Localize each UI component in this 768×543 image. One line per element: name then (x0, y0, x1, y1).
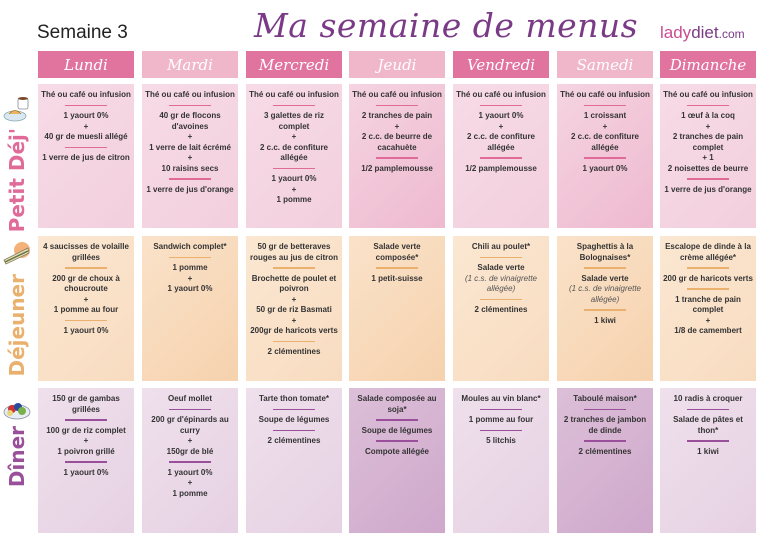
row-label-text: Dîner (5, 426, 29, 488)
sandwich-icon (2, 240, 32, 270)
menu-item: 2 tranches de pain (361, 111, 433, 120)
menu-item: 10 radis à croquer (673, 394, 743, 403)
separator (584, 409, 626, 411)
menu-item: 2 tranches de pain complet (672, 132, 744, 152)
separator (687, 178, 729, 180)
menu-item: Thé ou café ou infusion (663, 90, 753, 99)
menu-item: + 1 (702, 153, 714, 162)
menu-cell-dinner-dimanche (660, 388, 756, 533)
menu-item: Compote allégée (364, 446, 429, 456)
row-label-dinner (0, 392, 34, 487)
menu-item: + (705, 121, 711, 131)
menu-item: + (83, 294, 89, 304)
separator (480, 257, 522, 259)
menu-item: Thé ou café ou infusion (41, 90, 131, 99)
separator (584, 157, 626, 159)
separator (584, 267, 626, 269)
menu-item: + (291, 294, 297, 304)
menu-item: 50 gr de riz Basmati (256, 305, 332, 314)
menu-item: 2 c.c. de beurre de cacahuète (361, 132, 433, 152)
menu-item: (1 c.s. de vinaigrette allégée) (464, 273, 538, 293)
menu-item: 5 litchis (486, 436, 516, 445)
menu-item: 1 kiwi (594, 315, 616, 325)
menu-item: (1 c.s. de vinaigrette allégée) (568, 284, 642, 304)
menu-item: 1 kiwi (697, 446, 719, 456)
menu-cell-dinner-mardi (142, 388, 238, 533)
separator (65, 105, 107, 107)
menu-item: 2 clémentines (267, 347, 321, 356)
menu-item: 1 yaourt 0% (167, 467, 213, 477)
menu-item: Salade composée au soja* (357, 394, 437, 414)
day-header-mercredi: Mercredi (246, 51, 342, 78)
menu-cell-breakfast-samedi (557, 84, 653, 228)
menu-item: Thé ou café ou infusion (249, 90, 339, 99)
menu-item: Soupe de légumes (258, 415, 330, 424)
menu-item: 1 pomme (172, 263, 208, 272)
menu-item: 1 yaourt 0% (167, 284, 213, 293)
separator (376, 267, 418, 269)
menu-item: Moules au vin blanc* (461, 394, 541, 403)
menu-item: 1 tranche de pain complet (675, 294, 741, 314)
menu-item: 1 yaourt 0% (271, 174, 317, 183)
row-label-text: Petit Déj' (5, 128, 29, 233)
brand-logo[interactable] (660, 23, 745, 43)
menu-item: Oeuf mollet (167, 394, 212, 403)
separator (480, 409, 522, 411)
menu-item: 1 pomme au four (468, 415, 534, 424)
menu-item: 150 gr de gambas grillées (52, 394, 120, 414)
menu-item: Spaghettis à la Bolognaises* (576, 242, 634, 262)
menu-cell-dinner-vendredi (453, 388, 549, 533)
separator (273, 409, 315, 411)
row-label-lunch (0, 240, 34, 377)
menu-cell-lunch-mercredi (246, 236, 342, 381)
separator (687, 440, 729, 442)
menu-cell-breakfast-mercredi (246, 84, 342, 228)
menu-item: Chili au poulet* (471, 242, 531, 251)
separator (584, 440, 626, 442)
separator (169, 409, 211, 411)
menu-item: 2 noisettes de beurre (667, 163, 749, 173)
menu-cell-dinner-samedi (557, 388, 653, 533)
menu-item: Salade verte composée* (373, 242, 421, 262)
menu-item: + (291, 184, 297, 194)
menu-item: 10 raisins secs (161, 163, 219, 173)
separator (65, 147, 107, 149)
separator (376, 440, 418, 442)
week-label: Semaine 3 (37, 22, 128, 43)
separator (273, 430, 315, 432)
menu-item: Salade verte (477, 263, 525, 272)
menu-item: 2 tranches de jambon de dinde (563, 415, 647, 435)
menu-item: 1 poivron grillé (57, 446, 115, 456)
menu-item: 40 gr de muesli allégé (44, 132, 128, 141)
menu-item: 1 croissant (583, 111, 627, 120)
menu-item: 1 yaourt 0% (63, 467, 109, 477)
separator (65, 419, 107, 421)
menu-cell-breakfast-dimanche (660, 84, 756, 228)
dinner-plate-icon (2, 392, 32, 422)
menu-item: 1 verre de jus de citron (42, 153, 130, 162)
separator (376, 157, 418, 159)
separator (273, 341, 315, 343)
menu-item: 1 verre de jus d'orange (664, 184, 752, 194)
menu-item: + (187, 478, 193, 487)
menu-item: 2 clémentines (267, 436, 321, 445)
menu-item: 200 gr de haricots verts (663, 273, 753, 283)
separator (480, 299, 522, 301)
menu-item: 150gr de blé (166, 446, 214, 456)
separator (687, 105, 729, 107)
menu-item: Sandwich complet* (153, 242, 227, 251)
menu-item: 200 gr d'épinards au curry (151, 415, 229, 435)
menu-cell-lunch-samedi (557, 236, 653, 381)
menu-item: + (394, 121, 400, 131)
menu-item: 2 clémentines (578, 446, 632, 456)
menu-item: 1/2 pamplemousse (361, 163, 433, 173)
menu-cell-dinner-jeudi (349, 388, 445, 533)
separator (480, 105, 522, 107)
separator (584, 309, 626, 311)
menu-item: Taboulé maison* (573, 394, 637, 403)
day-header-lundi: Lundi (38, 51, 134, 78)
menu-item: 1 yaourt 0% (63, 326, 109, 335)
separator (687, 288, 729, 290)
menu-cell-lunch-jeudi (349, 236, 445, 381)
menu-item: + (83, 436, 89, 445)
menu-cell-lunch-dimanche (660, 236, 756, 381)
menu-item: 1 verre de jus d'orange (146, 184, 234, 194)
menu-item: 100 gr de riz complet (46, 425, 126, 435)
page-title: Ma semaine de menus (254, 6, 639, 45)
menu-item: Escalope de dinde à la crème allégée* (665, 242, 751, 262)
menu-item: Tarte thon tomate* (258, 394, 330, 403)
menu-item: 4 saucisses de volaille grillées (43, 242, 129, 262)
menu-item: + (187, 132, 193, 141)
menu-item: 1/2 pamplemousse (465, 163, 537, 173)
menu-item: 1 pomme (172, 488, 208, 498)
menu-item: 1 pomme au four (53, 305, 119, 314)
menu-item: + (187, 436, 193, 445)
separator (376, 105, 418, 107)
row-label-text: Déjeuner (5, 274, 29, 377)
day-header-mardi: Mardi (142, 51, 238, 78)
menu-cell-breakfast-mardi (142, 84, 238, 228)
menu-item: Thé ou café ou infusion (352, 90, 442, 99)
menu-item: 2 c.c. de confiture allégée (570, 132, 640, 152)
menu-item: + (602, 121, 608, 131)
menu-cell-lunch-mardi (142, 236, 238, 381)
menu-item: 200gr de haricots verts (250, 326, 338, 335)
menu-item: 1 verre de lait écrémé (149, 142, 231, 152)
separator (273, 105, 315, 107)
day-header-dimanche: Dimanche (660, 51, 756, 78)
coffee-croissant-icon (2, 94, 32, 124)
menu-item: 2 clémentines (474, 305, 528, 314)
brand-part-lady: lady (660, 23, 692, 42)
menu-item: 1 œuf à la coq (681, 111, 735, 120)
separator (376, 419, 418, 421)
menu-item: 40 gr de flocons d'avoines (159, 111, 221, 131)
separator (584, 105, 626, 107)
menu-item: + (705, 315, 711, 325)
menu-cell-lunch-vendredi (453, 236, 549, 381)
menu-item: Salade verte (581, 273, 629, 283)
separator (480, 430, 522, 432)
menu-item: Soupe de légumes (361, 425, 433, 435)
menu-item: + (498, 121, 504, 131)
menu-cell-dinner-mercredi (246, 388, 342, 533)
menu-cell-lunch-lundi (38, 236, 134, 381)
separator (65, 320, 107, 322)
menu-item: 1 yaourt 0% (478, 111, 524, 120)
menu-item: + (291, 315, 297, 325)
day-header-jeudi: Jeudi (349, 51, 445, 78)
menu-item: + (83, 121, 89, 131)
separator (687, 409, 729, 411)
menu-item: 2 c.c. de confiture allégée (259, 142, 329, 162)
separator (273, 168, 315, 170)
menu-item: + (187, 153, 193, 162)
menu-item: Thé ou café ou infusion (456, 90, 546, 99)
separator (169, 105, 211, 107)
day-header-vendredi: Vendredi (453, 51, 549, 78)
separator (65, 267, 107, 269)
separator (687, 267, 729, 269)
menu-item: Brochette de poulet et poivron (251, 273, 337, 293)
menu-item: 1 petit-suisse (371, 273, 423, 283)
menu-item: Thé ou café ou infusion (145, 90, 235, 99)
menu-item: 1 pomme (276, 195, 312, 204)
menu-item: Salade de pâtes et thon* (673, 415, 743, 435)
row-label-breakfast (0, 94, 34, 232)
menu-cell-breakfast-vendredi (453, 84, 549, 228)
separator (65, 461, 107, 463)
menu-item: 200 gr de choux à choucroute (52, 273, 120, 293)
menu-item: 3 galettes de riz complet (263, 111, 325, 131)
separator (480, 157, 522, 159)
menu-item: 2 c.c. de confiture allégée (466, 132, 536, 152)
menu-item: 1 yaourt 0% (582, 163, 628, 173)
menu-cell-breakfast-jeudi (349, 84, 445, 228)
menu-item: 50 gr de betteraves rouges au jus de citron (249, 242, 338, 262)
separator (273, 267, 315, 269)
separator (169, 257, 211, 259)
menu-cell-breakfast-lundi (38, 84, 134, 228)
separator (169, 461, 211, 463)
separator (169, 178, 211, 180)
brand-part-diet: diet (691, 23, 719, 42)
menu-item: 1/8 de camembert (674, 326, 742, 335)
menu-item: + (291, 132, 297, 141)
menu-item: Thé ou café ou infusion (560, 90, 650, 99)
menu-item: + (187, 273, 193, 283)
day-header-samedi: Samedi (557, 51, 653, 78)
menu-cell-dinner-lundi (38, 388, 134, 533)
brand-part-com: .com (718, 27, 745, 41)
menu-item: 1 yaourt 0% (63, 111, 109, 120)
